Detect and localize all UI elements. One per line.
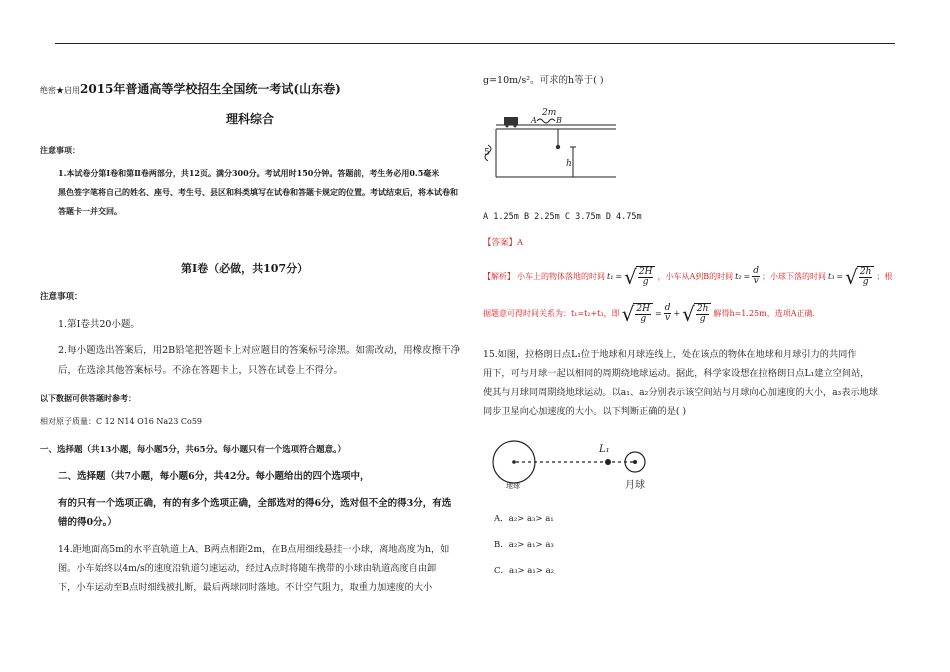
frac-num-2H: 2H bbox=[638, 267, 653, 277]
part1-item-1: 1.第Ⅰ卷共20小题。 bbox=[58, 319, 140, 330]
figure-label-l1: L₁ bbox=[599, 444, 610, 455]
analysis-text-b: ，小车从A到B的时间 bbox=[657, 272, 734, 282]
frac-num-d-eq: d bbox=[664, 303, 671, 313]
frac-den-v: v bbox=[753, 276, 759, 287]
math-eq-3: = bbox=[836, 272, 844, 282]
q14-line-2: 图。小车始终以4m/s的速度沿轨道匀速运动，经过A点时将随车携带的小球由轨道高度自由卸 bbox=[58, 563, 437, 574]
part1-notice-title: 注意事项： bbox=[40, 292, 83, 302]
exam-title-line bbox=[40, 83, 341, 95]
analysis-text-c: ；小球下落的时间 bbox=[762, 272, 826, 282]
figure-cart bbox=[504, 117, 518, 125]
secret-label: 绝密★启用 bbox=[40, 86, 80, 95]
frac-den-v-eq: v bbox=[665, 313, 671, 324]
notice-line-2: 黑色签字笔将自己的姓名、座号、考生号、县区和科类填写在试卷和答题卡规定的位置。考试结束后，将本试卷和 bbox=[58, 187, 458, 197]
frac-d-over-v-eq bbox=[664, 304, 672, 324]
sqrt-2H-over-g-eq: √ $\frac{2H}{g}$ bbox=[622, 303, 653, 325]
math-eq-2: = bbox=[743, 272, 751, 282]
frac-den-g-eq-2: g bbox=[699, 314, 706, 325]
q15-option-a: A．a₂> a₃> a₁ bbox=[494, 514, 554, 524]
section-2-line-2: 有的只有一个选项正确，有的有多个选项正确，全部选对的得6分，选对但不全的得3分，有选 bbox=[58, 498, 452, 509]
part1-item-2-line-2: 后，在选涂其他答案标号。不涂在答题卡上，只答在试卷上不得分。 bbox=[58, 365, 344, 376]
sqrt-2h-over-g: √ $\frac{2h}{g}$ bbox=[845, 266, 874, 288]
header-rule bbox=[55, 43, 895, 44]
frac-num-d: d bbox=[753, 266, 759, 276]
math-eq-4: = bbox=[655, 309, 662, 319]
notice-title: 注意事项： bbox=[40, 145, 80, 155]
figure-track bbox=[485, 125, 616, 177]
q14-analysis-line-1 bbox=[483, 266, 892, 288]
section-1-heading: 一、选择题（共13小题，每小题5分，共65分。每小题只有一个选项符合题意。） bbox=[40, 445, 346, 455]
section-2-line-3: 错的得0分。） bbox=[58, 517, 117, 528]
figure-label-dm: 2m bbox=[542, 108, 557, 118]
q15-line-1: 15.如图，拉格朗日点L₁位于地球和月球连线上，处在该点的物体在地球和月球引力的共同作 bbox=[483, 349, 857, 360]
math-eq-1: = bbox=[615, 272, 623, 282]
math-plus: + bbox=[673, 309, 681, 319]
frac-den-g-eq: g bbox=[640, 314, 647, 325]
figure-label-moon: 月球 bbox=[625, 480, 645, 491]
notice-line-1: 1.本试卷分第Ⅰ卷和第Ⅱ卷两部分，共12页。满分300分。考试用时150分钟。答题前，考生务必用0.5毫米 bbox=[58, 168, 440, 178]
q14-analysis-line-2 bbox=[483, 303, 815, 325]
analysis-text-f: 解得h=1.25m，选项A正确. bbox=[713, 309, 816, 319]
reference-title: 以下数据可供答题时参考： bbox=[40, 393, 136, 403]
analysis-text-e: 据题意可得时间关系为：t₁=t₂+t₃，即 bbox=[483, 309, 620, 319]
q14-line-1: 14.距地面高5m的水平直轨道上A、B两点相距2m，在B点用细线悬挂一小球，离地高度为h，如 bbox=[58, 544, 450, 555]
analysis-tag: 【解析】 bbox=[483, 272, 515, 282]
part1-title: 第Ⅰ卷（必做，共107分） bbox=[181, 262, 309, 275]
q15-line-4: 同步卫星向心加速度的大小。以下判断正确的是( ) bbox=[483, 406, 687, 417]
sqrt-2H-over-g: √ $\frac{2H}{g}$ bbox=[624, 266, 655, 288]
math-t3: t₃ bbox=[828, 272, 835, 282]
frac-num-2H-eq: 2H bbox=[636, 304, 650, 314]
exam-title: 2015年普通高等学校招生全国统一考试(山东卷) bbox=[80, 82, 341, 96]
sqrt-2h-over-g-eq: √ $\frac{2h}{g}$ bbox=[682, 303, 711, 325]
figure-label-h: h bbox=[566, 159, 572, 169]
q14-track-figure bbox=[482, 105, 622, 190]
atomic-mass-line: 相对原子质量：C 12 N14 O16 Na23 Co59 bbox=[40, 417, 202, 426]
figure-l1-point bbox=[605, 459, 611, 465]
q15-line-3: 使其与月球同周期绕地球运动。以a₁、a₂分别表示该空间站与月球向心加速度的大小，a₃表示地球 bbox=[483, 387, 878, 398]
frac-den-g-2: g bbox=[862, 277, 869, 288]
math-t2: t₂ bbox=[735, 272, 742, 282]
frac-num-2h-eq: 2h bbox=[696, 304, 709, 314]
figure-ball bbox=[556, 145, 560, 149]
q15-option-b: B．a₂> a₁> a₃ bbox=[494, 540, 554, 550]
figure-distance-mark bbox=[537, 119, 555, 123]
frac-d-over-v bbox=[752, 267, 760, 287]
part1-item-2-line-1: 2.每小题选出答案后，用2B铅笔把答题卡上对应题目的答案标号涂黑。如需改动，用橡皮擦干净 bbox=[58, 345, 461, 356]
notice-line-3: 答题卡一并交回。 bbox=[58, 206, 122, 216]
subject-title: 理科综合 bbox=[226, 112, 275, 126]
q15-line-2: 用下，可与月球一起以相同的周期绕地球运动。据此，科学家设想在拉格朗日点L₁建立空间站， bbox=[483, 368, 870, 379]
q15-lagrange-figure bbox=[488, 438, 668, 498]
section-2-line-1: 二、选择题（共7小题，每小题6分，共42分。每小题给出的四个选项中， bbox=[58, 471, 370, 482]
analysis-text-d: ；根 bbox=[876, 272, 893, 282]
figure-label-earth: 地球 bbox=[506, 482, 520, 490]
math-t1: t₁ bbox=[607, 272, 614, 282]
q15-option-c: C．a₃> a₁> a₂ bbox=[494, 566, 555, 576]
q14-options: A 1.25m B 2.25m C 3.75m D 4.75m bbox=[483, 212, 642, 222]
figure-label-b: B bbox=[556, 116, 562, 125]
q14-answer: 【答案】A bbox=[483, 238, 524, 248]
figure-label-a: A bbox=[531, 116, 537, 125]
q14-line-4: g=10m/s²。可求的h等于( ) bbox=[483, 75, 604, 86]
frac-den-g: g bbox=[642, 277, 649, 288]
analysis-text-a: 小车上的物体落地的时间 bbox=[517, 272, 605, 282]
frac-num-2h: 2h bbox=[859, 267, 872, 277]
figure-label-5: 5 bbox=[484, 148, 490, 158]
q14-line-3: 下，小车运动至B点时细线被扎断，最后两球同时落地。不计空气阻力，取重力加速度的大小 bbox=[58, 582, 433, 593]
